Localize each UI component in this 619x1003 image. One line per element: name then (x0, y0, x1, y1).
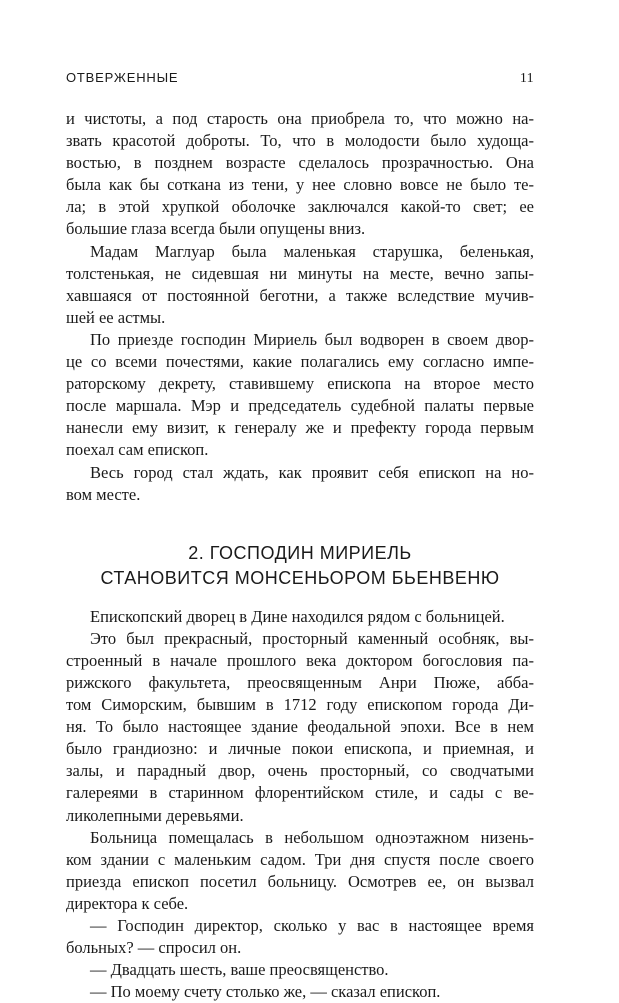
book-page (66, 70, 534, 1003)
paragraph (66, 628, 534, 827)
text-line: ня. То было настоящее здание феодальной эпохи. Все в нем (66, 717, 534, 737)
paragraph (66, 329, 534, 462)
text-line: было грандиозно: и личные покои епископа, и приемная, и (66, 739, 534, 759)
paragraph (66, 959, 534, 981)
text-line: Мадам Маглуар была маленькая старушка, беленькая, (90, 241, 534, 261)
paragraph (66, 241, 534, 329)
text-line: ла; в этой хрупкой оболочке заключался какой-то свет; ее (66, 197, 534, 217)
running-title: ОТВЕРЖЕННЫЕ (66, 70, 179, 85)
text-line: ком здании с маленьким садом. Три дня спустя после своего (66, 849, 534, 869)
text-line: ликолепными деревьями. (66, 805, 244, 825)
text-line: — Господин директор, сколько у вас в настоящее время (90, 916, 534, 935)
text-line: — Двадцать шесть, ваше преосвященство. (90, 960, 389, 980)
text-line: была как бы соткана из тени, у нее словно вовсе не было те- (66, 175, 534, 195)
text-line: Это был прекрасный, просторный каменный особняк, вы- (90, 628, 534, 648)
paragraph (66, 827, 534, 915)
text-line: строенный в начале прошлого века доктором богословия па- (66, 650, 534, 670)
text-line: рижского факультета, преосвященным Анри Пюже, абба- (66, 672, 534, 692)
text-line: большие глаза всегда были опущены вниз. (66, 219, 366, 239)
text-line: толстенькая, не сидевшая ни минуты на месте, вечно запы- (66, 263, 534, 283)
paragraph (66, 606, 534, 628)
text-line: Епископский дворец в Дине находился рядом с больницей. (90, 606, 505, 626)
text-line: вом месте. (66, 484, 141, 504)
text-line: Весь город стал ждать, как проявит себя епископ на но- (90, 462, 534, 482)
body-text-top (66, 108, 534, 506)
paragraph (66, 462, 534, 506)
body-text-bottom (66, 606, 534, 1003)
text-line: том Симорским, бывшим в 1712 году епископом города Ди- (66, 695, 534, 715)
text-line: шей ее астмы. (66, 307, 166, 327)
text-line: после маршала. Мэр и председатель судебной палаты первые (66, 396, 534, 416)
text-line: приезда епископ посетил больницу. Осмотрев ее, он вызвал (66, 871, 534, 891)
chapter-heading-line-2: СТАНОВИТСЯ МОНСЕНЬОРОМ БЬЕНВЕНЮ (100, 567, 500, 588)
text-line: востью, в позднем возрасте сделалось прозрачностью. Она (66, 153, 534, 173)
page-number: 11 (519, 71, 534, 86)
text-line: раторскому декрету, ставившему епископа на второе место (66, 374, 534, 394)
chapter-heading-line-1: 2. ГОСПОДИН МИРИЕЛЬ (188, 542, 412, 563)
text-line: залы, и парадный двор, очень просторный, со сводчатыми (66, 761, 534, 781)
paragraph (66, 108, 534, 241)
text-line: поехал сам епископ. (66, 440, 209, 460)
text-line: нанесли ему визит, к генералу же и префекту города первым (66, 418, 534, 438)
text-line: — По моему счету столько же, — сказал епископ. (90, 982, 441, 1002)
text-line: По приезде господин Мириель был водворен в своем двор- (90, 329, 534, 349)
text-line: галереями в старинном флорентийском стиле, и сады с ве- (66, 783, 534, 803)
paragraph (66, 915, 534, 959)
text-line: Больница помещалась в небольшом одноэтажном низень- (90, 827, 534, 847)
text-line: и чистоты, а под старость она приобрела то, что можно на- (66, 109, 534, 128)
text-line: це со всеми почестями, какие полагались ему согласно импе- (66, 352, 534, 372)
text-line: хавшаяся от постоянной беготни, а также вследствие мучив- (66, 285, 534, 305)
running-header (66, 70, 534, 92)
text-line: больных? — спросил он. (66, 938, 242, 958)
text-line: звать красотой доброты. То, что в молодости было худоща- (66, 131, 534, 151)
text-line: директора к себе. (66, 893, 189, 913)
